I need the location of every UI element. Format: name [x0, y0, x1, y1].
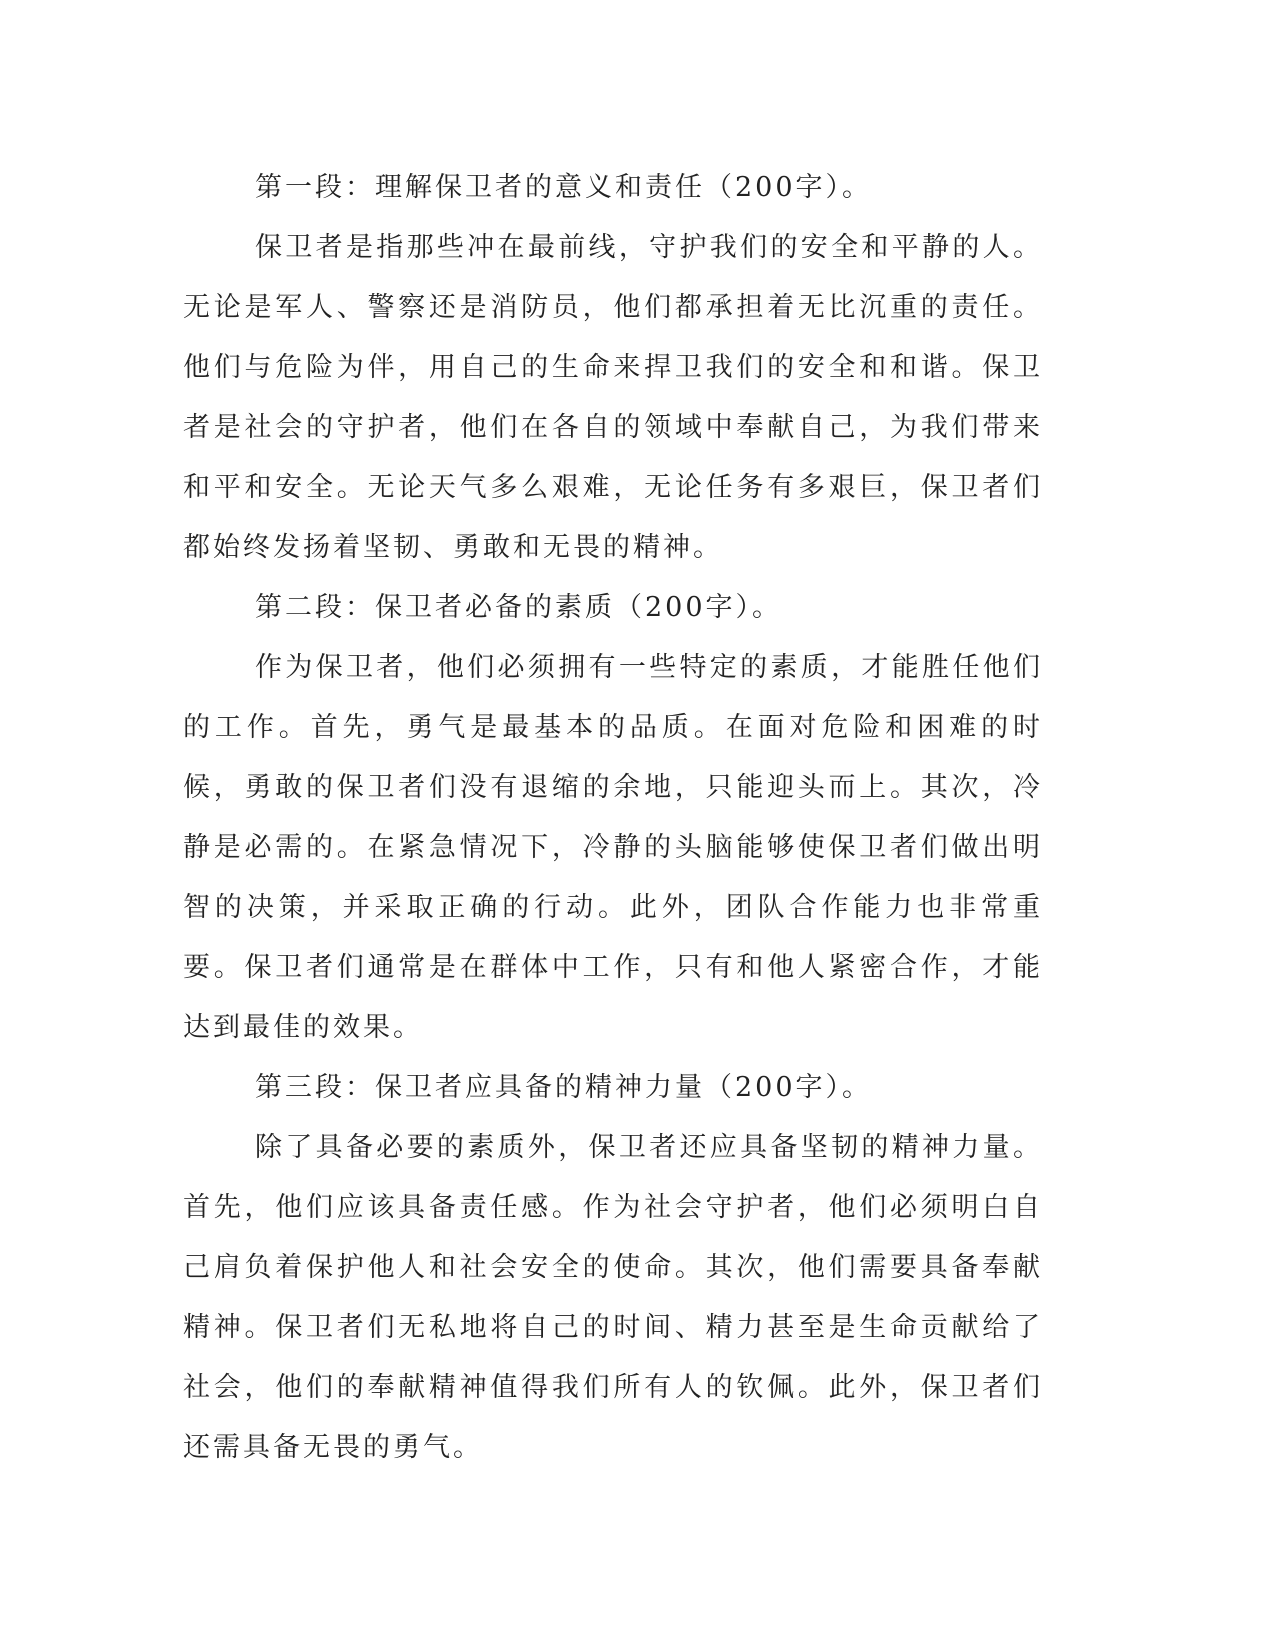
- section-2-heading: 第二段：保卫者必备的素质（200字）。: [255, 592, 783, 623]
- section-1-heading: 第一段：理解保卫者的意义和责任（200字）。: [255, 172, 873, 203]
- section-3-paragraph: 除了具备必要的素质外，保卫者还应具备坚韧的精神力量。首先，他们应该具备责任感。作为社会守护者，他们必须明白自己肩负着保护他人和社会安全的使命。其次，他们需要具备奉献精神。保卫者们无私地将自己的时间、精力甚至是生命贡献给了社会，他们的奉献精神值得我们所有人的钦佩。此外，保卫者们还需具备无畏的勇气。: [183, 1132, 1043, 1463]
- section-3-heading: 第三段：保卫者应具备的精神力量（200字）。: [255, 1072, 873, 1103]
- document-body: [183, 158, 1043, 1478]
- section-2-paragraph: 作为保卫者，他们必须拥有一些特定的素质，才能胜任他们的工作。首先，勇气是最基本的品质。在面对危险和困难的时候，勇敢的保卫者们没有退缩的余地，只能迎头而上。其次，冷静是必需的。在紧急情况下，冷静的头脑能够使保卫者们做出明智的决策，并采取正确的行动。此外，团队合作能力也非常重要。保卫者们通常是在群体中工作，只有和他人紧密合作，才能达到最佳的效果。: [183, 652, 1043, 1043]
- section-1-paragraph: 保卫者是指那些冲在最前线，守护我们的安全和平静的人。无论是军人、警察还是消防员，他们都承担着无比沉重的责任。他们与危险为伴，用自己的生命来捍卫我们的安全和和谐。保卫者是社会的守护者，他们在各自的领域中奉献自己，为我们带来和平和安全。无论天气多么艰难，无论任务有多艰巨，保卫者们都始终发扬着坚韧、勇敢和无畏的精神。: [183, 232, 1043, 563]
